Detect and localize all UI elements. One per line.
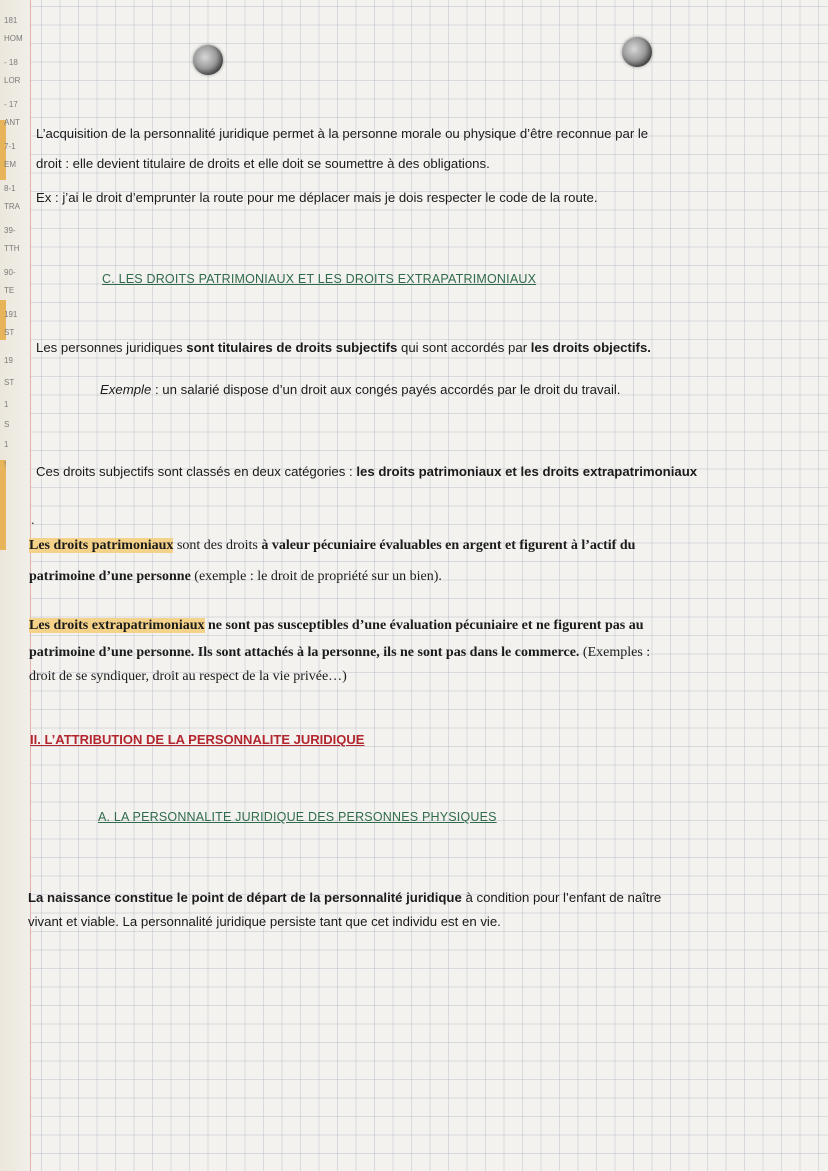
text-run: à condition pour l’enfant de naître (461, 890, 662, 905)
intro-line-2: droit : elle devient titulaire de droits et elle doit se soumettre à des obligations. (36, 156, 490, 171)
binder-hole-right (622, 37, 652, 67)
binder-hole-left (193, 45, 223, 75)
text-run-bold: les droits patrimoniaux et les droits extrapatrimoniaux (356, 464, 698, 479)
text-run: Les personnes juridiques (36, 340, 187, 355)
extrapatrimoniaux-line-3: droit de se syndiquer, droit au respect de la vie privée…) (29, 669, 347, 684)
text-run: : un salarié dispose d’un droit aux congés payés accordés par le droit du travail. (151, 382, 621, 397)
margin-fragment: TTH (4, 244, 20, 253)
margin-fragment: ST (4, 378, 15, 387)
margin-fragment: TE (4, 286, 15, 295)
extrapatrimoniaux-line-1 (29, 616, 644, 635)
margin-fragment: 19 (4, 356, 13, 365)
margin-fragment: 39- (4, 226, 16, 235)
patrimoniaux-line-1 (29, 536, 635, 555)
margin-fragment: 7-1 (4, 142, 16, 151)
margin-fragment: ANT (4, 118, 20, 127)
margin-fragment: S (4, 420, 10, 429)
intro-example: Ex : j’ai le droit d’emprunter la route pour me déplacer mais je dois respecter le code de la route. (36, 190, 598, 205)
highlighted-term: Les droits patrimoniaux (29, 538, 174, 553)
example-label: Exemple (100, 382, 152, 397)
margin-fragment: - 17 (4, 100, 18, 109)
margin-fragment: - 18 (4, 58, 18, 67)
text-run: sont des droits (173, 538, 262, 553)
margin-fragment: TRA (4, 202, 20, 211)
naissance-line-2: vivant et viable. La personnalité juridique persiste tant que cet individu est en vie. (28, 914, 501, 929)
extrapatrimoniaux-line-2 (29, 643, 650, 662)
text-run-bold: sont titulaires de droits subjectifs (186, 340, 398, 355)
text-run-bold: ne sont pas susceptibles d’une évaluation pécuniaire et ne figurent pas au (204, 618, 644, 633)
margin-fragment: HOM (4, 34, 23, 43)
text-run-bold: patrimoine d’une personne (29, 569, 191, 584)
text-run: (exemple : le droit de propriété sur un bien). (190, 569, 442, 584)
categories-sentence (36, 462, 697, 481)
margin-fragment: 1 (4, 440, 9, 449)
text-run: qui sont accordés par (397, 340, 531, 355)
margin-fragment: 191 (4, 310, 18, 319)
text-run: (Exemples : (579, 645, 651, 660)
margin-fragment: 1 (4, 400, 9, 409)
text-run-bold: patrimoine d’une personne. Ils sont attachés à la personne, ils ne sont pas dans le commerce. (29, 645, 580, 660)
left-margin-strip (0, 0, 31, 1171)
margin-fragment: EM (4, 160, 16, 169)
text-run-bold: La naissance constitue le point de départ de la personnalité juridique (28, 890, 462, 905)
subjective-rights-sentence (36, 338, 651, 357)
intro-line-1: L’acquisition de la personnalité juridique permet à la personne morale ou physique d’être reconnue par le (36, 126, 649, 141)
section-ii-heading: II. L’ATTRIBUTION DE LA PERSONNALITE JURIDIQUE (30, 732, 365, 747)
text-run-bold: les droits objectifs. (530, 340, 651, 355)
margin-fragment: 8-1 (4, 184, 16, 193)
margin-fragment: 181 (4, 16, 18, 25)
subjective-rights-example (100, 380, 620, 399)
margin-fragment: 90- (4, 268, 16, 277)
margin-fragment: ST (4, 328, 15, 337)
highlighted-term: Les droits extrapatrimoniaux (29, 618, 205, 633)
naissance-line-1 (28, 888, 661, 907)
text-run-bold: à valeur pécuniaire évaluables en argent et figurent à l’actif du (261, 538, 636, 553)
margin-fragment: LOR (4, 76, 21, 85)
orange-tab-3 (0, 460, 6, 550)
text-run: Ces droits subjectifs sont classés en deux catégories : (36, 464, 357, 479)
stray-dot: . (31, 512, 35, 527)
section-a-heading: A. LA PERSONNALITE JURIDIQUE DES PERSONNES PHYSIQUES (98, 810, 497, 824)
section-c-heading: C. LES DROITS PATRIMONIAUX ET LES DROITS EXTRAPATRIMONIAUX (102, 272, 537, 286)
margin-fragment: ! (4, 460, 7, 469)
patrimoniaux-line-2 (29, 567, 442, 586)
